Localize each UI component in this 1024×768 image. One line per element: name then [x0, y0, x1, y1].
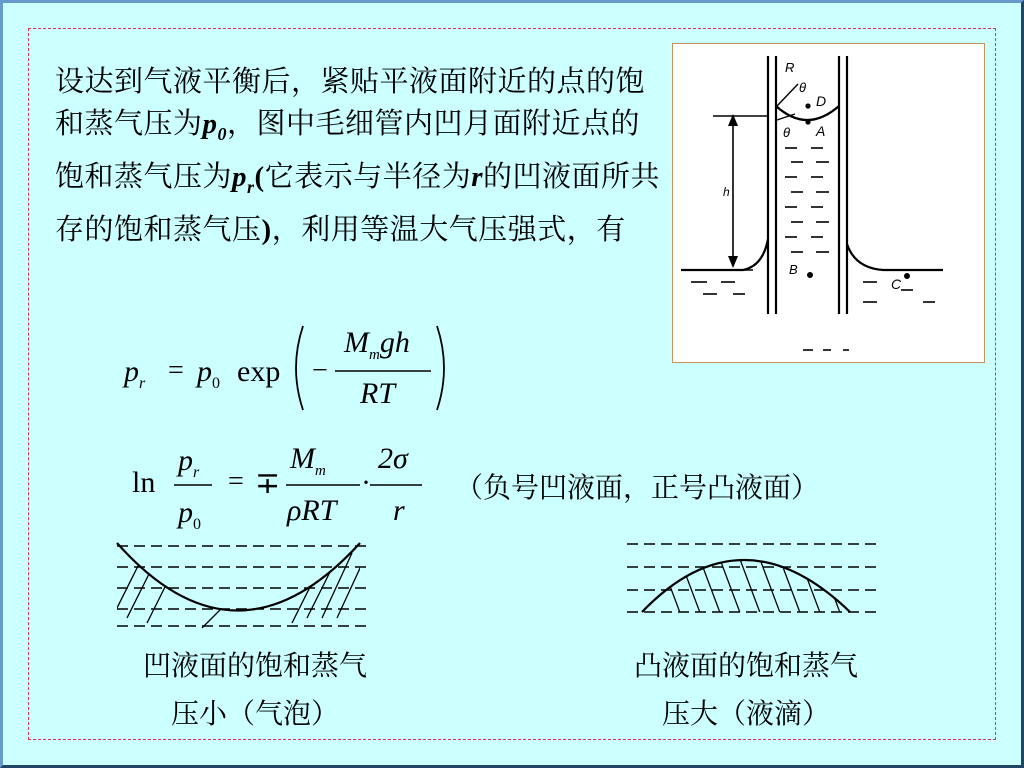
eq1-num-m-subscript: m — [369, 347, 380, 363]
close-paren: ) — [261, 213, 272, 246]
intro-paragraph — [55, 60, 665, 251]
caption-concave-line1: 凹液面的饱和蒸气 — [142, 649, 367, 682]
eq2-frac1-num-subscript: r — [193, 464, 200, 481]
eq2-dot: · — [361, 466, 371, 499]
point-a-dot — [805, 119, 810, 124]
label-theta-top: θ — [799, 80, 807, 95]
eq2-frac1-num-letter: p — [178, 444, 193, 477]
label-theta-bottom: θ — [783, 125, 791, 140]
label-b: B — [789, 262, 798, 277]
para-text-4: 它表示与半径为 — [264, 158, 472, 193]
eq2-frac1-den-letter: p — [178, 496, 193, 529]
concave-meniscus-diagram — [112, 538, 372, 638]
label-d: D — [816, 93, 827, 109]
eq1-denominator: RT — [360, 377, 396, 410]
label-r: R — [785, 60, 795, 75]
para-text-1: 设达到气液平衡后，紧贴平液面附近的点的饱和蒸气压为 — [55, 64, 646, 140]
eq1-num-gh: gh — [379, 326, 410, 359]
caption-convex-line1: 凸液面的饱和蒸气 — [633, 649, 858, 682]
var-p0 — [202, 108, 228, 144]
capillary-figure — [672, 43, 985, 363]
capillary-diagram — [673, 44, 984, 362]
var-pr — [232, 160, 255, 197]
eq1-exp: exp — [237, 355, 281, 388]
eq1-num-m-letter: M — [344, 326, 369, 359]
eq1-p0-subscript: 0 — [212, 375, 220, 392]
label-a: A — [816, 123, 826, 139]
eq2-sign: ∓ — [255, 467, 281, 500]
eq1-pr-subscript: r — [139, 375, 146, 392]
para-text-7: ，利用等温大气压强式，有 — [271, 211, 626, 246]
eq2-frac1-den-subscript: 0 — [193, 516, 201, 533]
point-b-dot — [807, 272, 813, 278]
eq2-equals: = — [228, 466, 244, 497]
convex-drop-diagram — [622, 538, 882, 618]
eq2-ln: ln — [132, 466, 156, 499]
eq2-frac2-num-m-letter: M — [290, 442, 315, 475]
eq1-equals: = — [168, 355, 184, 386]
point-c-dot — [904, 273, 910, 279]
sign-note: （负号凹液面，正号凸液面） — [455, 471, 820, 504]
var-p0-subscript: 0 — [217, 123, 228, 144]
eq1-pr-letter: p — [124, 355, 139, 388]
eq2-frac2-num-m-subscript: m — [315, 463, 326, 479]
label-c: C — [891, 276, 902, 292]
var-pr-subscript: r — [247, 176, 255, 197]
var-r: r — [471, 160, 484, 193]
para-text-2: ，图中毛细管内凹月面附近点的饱和蒸气压为 — [55, 106, 641, 193]
caption-concave — [95, 642, 415, 738]
eq2-frac2-den-rt: RT — [301, 494, 337, 527]
caption-convex-line2: 压大（液滴） — [661, 697, 830, 730]
eq2-frac2-den-rho: ρ — [287, 494, 302, 527]
var-pr-letter: p — [232, 160, 248, 193]
eq2-frac3-den: r — [393, 494, 405, 527]
eq1-p0-letter: p — [197, 355, 212, 388]
var-p0-letter: p — [202, 108, 218, 140]
label-h: h — [723, 185, 730, 199]
eq1-minus: − — [312, 355, 328, 386]
caption-convex — [586, 642, 906, 738]
para-text-5: 的凹液面所共存的饱和蒸气压 — [55, 158, 661, 246]
open-paren: ( — [254, 160, 265, 193]
point-d-dot — [805, 103, 810, 108]
caption-concave-line2: 压小（气泡） — [170, 697, 339, 730]
eq2-frac3-num: 2σ — [378, 442, 408, 475]
